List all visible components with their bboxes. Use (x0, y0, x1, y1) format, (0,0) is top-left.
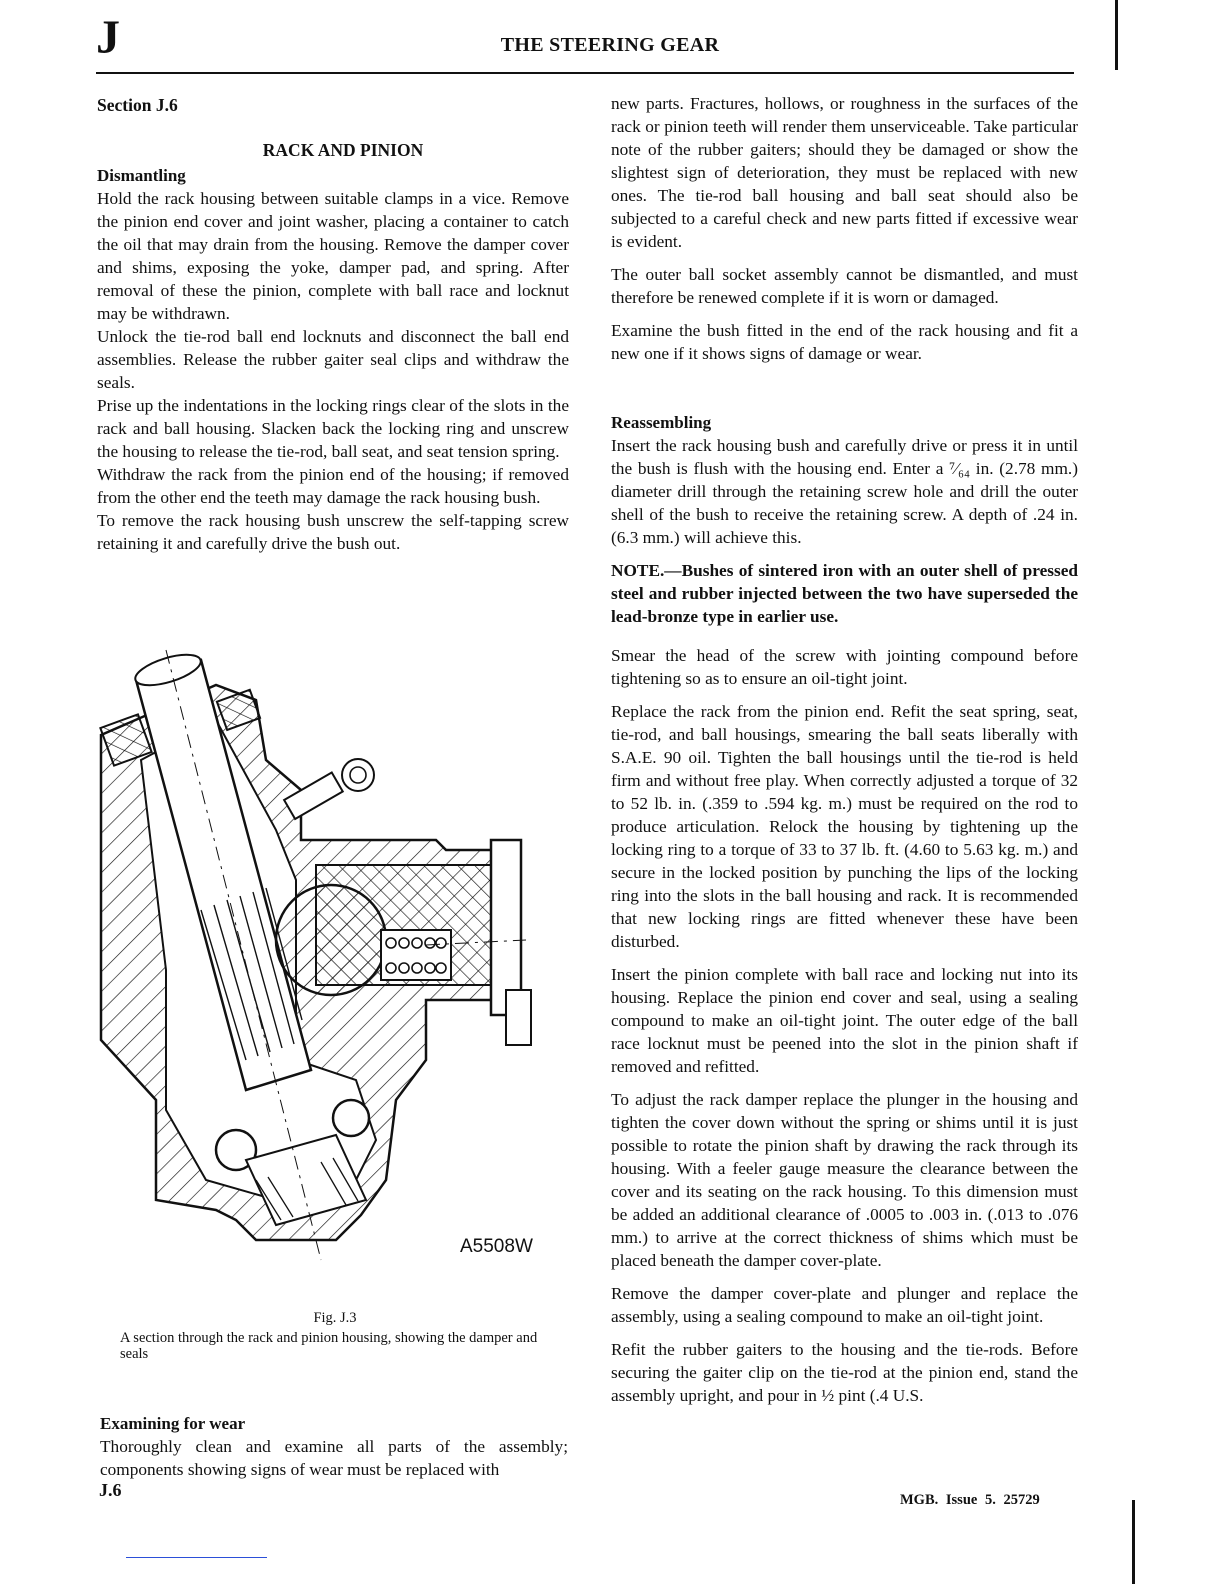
scan-mark (126, 1557, 267, 1558)
page-number: J.6 (99, 1480, 122, 1500)
dismantling-paragraph-3: Prise up the indentations in the locking rings clear of the slots in the rack and ball housing. Slacken back the locking ring and unscrew the housing to release the tie-rod, ball seat, and seat tension spring. (97, 396, 569, 461)
dismantling-heading: Dismantling (97, 166, 186, 185)
right-column (611, 92, 1078, 1407)
page-title: THE STEERING GEAR (500, 34, 720, 56)
examining-heading: Examining for wear (100, 1414, 246, 1433)
note-paragraph: NOTE.—Bushes of sintered iron with an outer shell of pressed steel and rubber injected between the two have superseded the lead-bronze type in earlier use. (611, 561, 1078, 626)
ball-socket-paragraph: The outer ball socket assembly cannot be dismantled, and must therefore be renewed complete if it is worn or damaged. (611, 265, 1078, 307)
reassembling-paragraph-6: Remove the damper cover-plate and plunger and replace the assembly, using a sealing compound to make an oil-tight joint. (611, 1284, 1078, 1326)
section-label: Section J.6 (97, 95, 178, 115)
reassembling-paragraph-7: Refit the rubber gaiters to the housing and the tie-rods. Before securing the gaiter clip on the tie-rod at the pinion end, stand the assembly upright, and pour in ½ pint (.4 U.S. (611, 1340, 1078, 1405)
left-column (97, 94, 569, 555)
dismantling-paragraph-4: Withdraw the rack from the pinion end of the housing; if removed from the other end the teeth may damage the rack housing bush. (97, 465, 569, 507)
figure-caption-text: A section through the rack and pinion housing, showing the damper and seals (120, 1330, 538, 1362)
reassembling-paragraph-4: Insert the pinion complete with ball race and locking nut into its housing. Replace the pinion end cover and seal, using a sealing compound to make an oil-tight joint. The outer edge of the ball race locknut must be peened into the slot in the pinion shaft if removed and refitted. (611, 965, 1078, 1076)
scan-edge-top (1115, 0, 1118, 70)
reassembling-paragraph-2: Smear the head of the screw with jointing compound before tightening so as to ensure an oil-tight joint. (611, 646, 1078, 688)
reassembling-paragraph-3: Replace the rack from the pinion end. Refit the seat spring, seat, tie-rod, and ball housings, smearing the ball seats liberally with S.A.E. 90 oil. Tighten the ball housings until the tie-rod is held firm and without free play. When correctly adjusted a torque of 32 to 52 lb. in. (.359 to .594 kg. m.) must be required on the rod to produce articulation. Relock the housing by tightening up the locking ring to a torque of 33 to 37 lb. ft. (4.60 to 5.63 kg. m.) and secure in the locked position by punching the lips of the locking ring into the slots in the ball housing and rack. It is recommended that new locking rings are fitted whenever these have been disturbed. (611, 702, 1078, 951)
reassembling-paragraph-5: To adjust the rack damper replace the plunger in the housing and tighten the cover down without the spring or shims until it is just possible to rotate the pinion shaft by drawing the rack through its housing. With a feeler gauge measure the clearance between the cover and its seating on the rack housing. To this dimension must be added an additional clearance of .0005 to .003 in. (.013 to .076 mm.) to arrive at the correct thickness of shims which must be placed beneath the damper cover-plate. (611, 1090, 1078, 1270)
examining-paragraph: Thoroughly clean and examine all parts of the assembly; components showing signs of wear must be replaced with (100, 1437, 568, 1479)
bush-paragraph: Examine the bush fitted in the end of the rack housing and fit a new one if it shows signs of damage or wear. (611, 321, 1078, 363)
dismantling-paragraph-5: To remove the rack housing bush unscrew the self-tapping screw retaining it and carefully drive the bush out. (97, 511, 569, 553)
rack-pinion-section-drawing (96, 640, 566, 1275)
header-rule (96, 72, 1074, 74)
footer-reference: MGB. Issue 5. 25729 (900, 1492, 1040, 1508)
dismantling-paragraph-1: Hold the rack housing between suitable clamps in a vice. Remove the pinion end cover and joint washer, placing a container to catch the oil that may drain from the housing. Remove the damper cover and shims, exposing the yoke, damper pad, and spring. After removal of these the pinion, complete with ball race and locknut may be withdrawn. (97, 189, 569, 323)
reassembling-paragraph-1: Insert the rack housing bush and carefully drive or press it in until the bush is flush with the housing end. Enter a ⁷⁄₆₄ in. (2.78 mm.) diameter drill through the retaining screw hole and drill the outer shell of the bush to receive the retaining screw. A depth of .24 in. (6.3 mm.) will achieve this. (611, 436, 1078, 547)
section-letter: J (96, 11, 120, 64)
scan-edge-bottom (1132, 1500, 1135, 1584)
figure-number: Fig. J.3 (313, 1310, 357, 1326)
examining-block (100, 1412, 568, 1481)
examining-paragraph-continued: new parts. Fractures, hollows, or roughness in the surfaces of the rack or pinion teeth will render them unserviceable. Take particular note of the rubber gaiters; should they be damaged or show the slightest sign of deterioration, they must be replaced with new ones. The tie-rod ball housing and ball seat should also be subjected to a careful check and new parts fitted if excessive wear is evident. (611, 94, 1078, 251)
section-title: RACK AND PINION (262, 140, 424, 160)
figure-caption (120, 1310, 550, 1362)
reassembling-heading: Reassembling (611, 413, 712, 432)
dismantling-paragraph-2: Unlock the tie-rod ball end locknuts and disconnect the ball end assemblies. Release the rubber gaiter seal clips and withdraw the seals. (97, 327, 569, 392)
figure-reference-code: A5508W (460, 1236, 533, 1257)
